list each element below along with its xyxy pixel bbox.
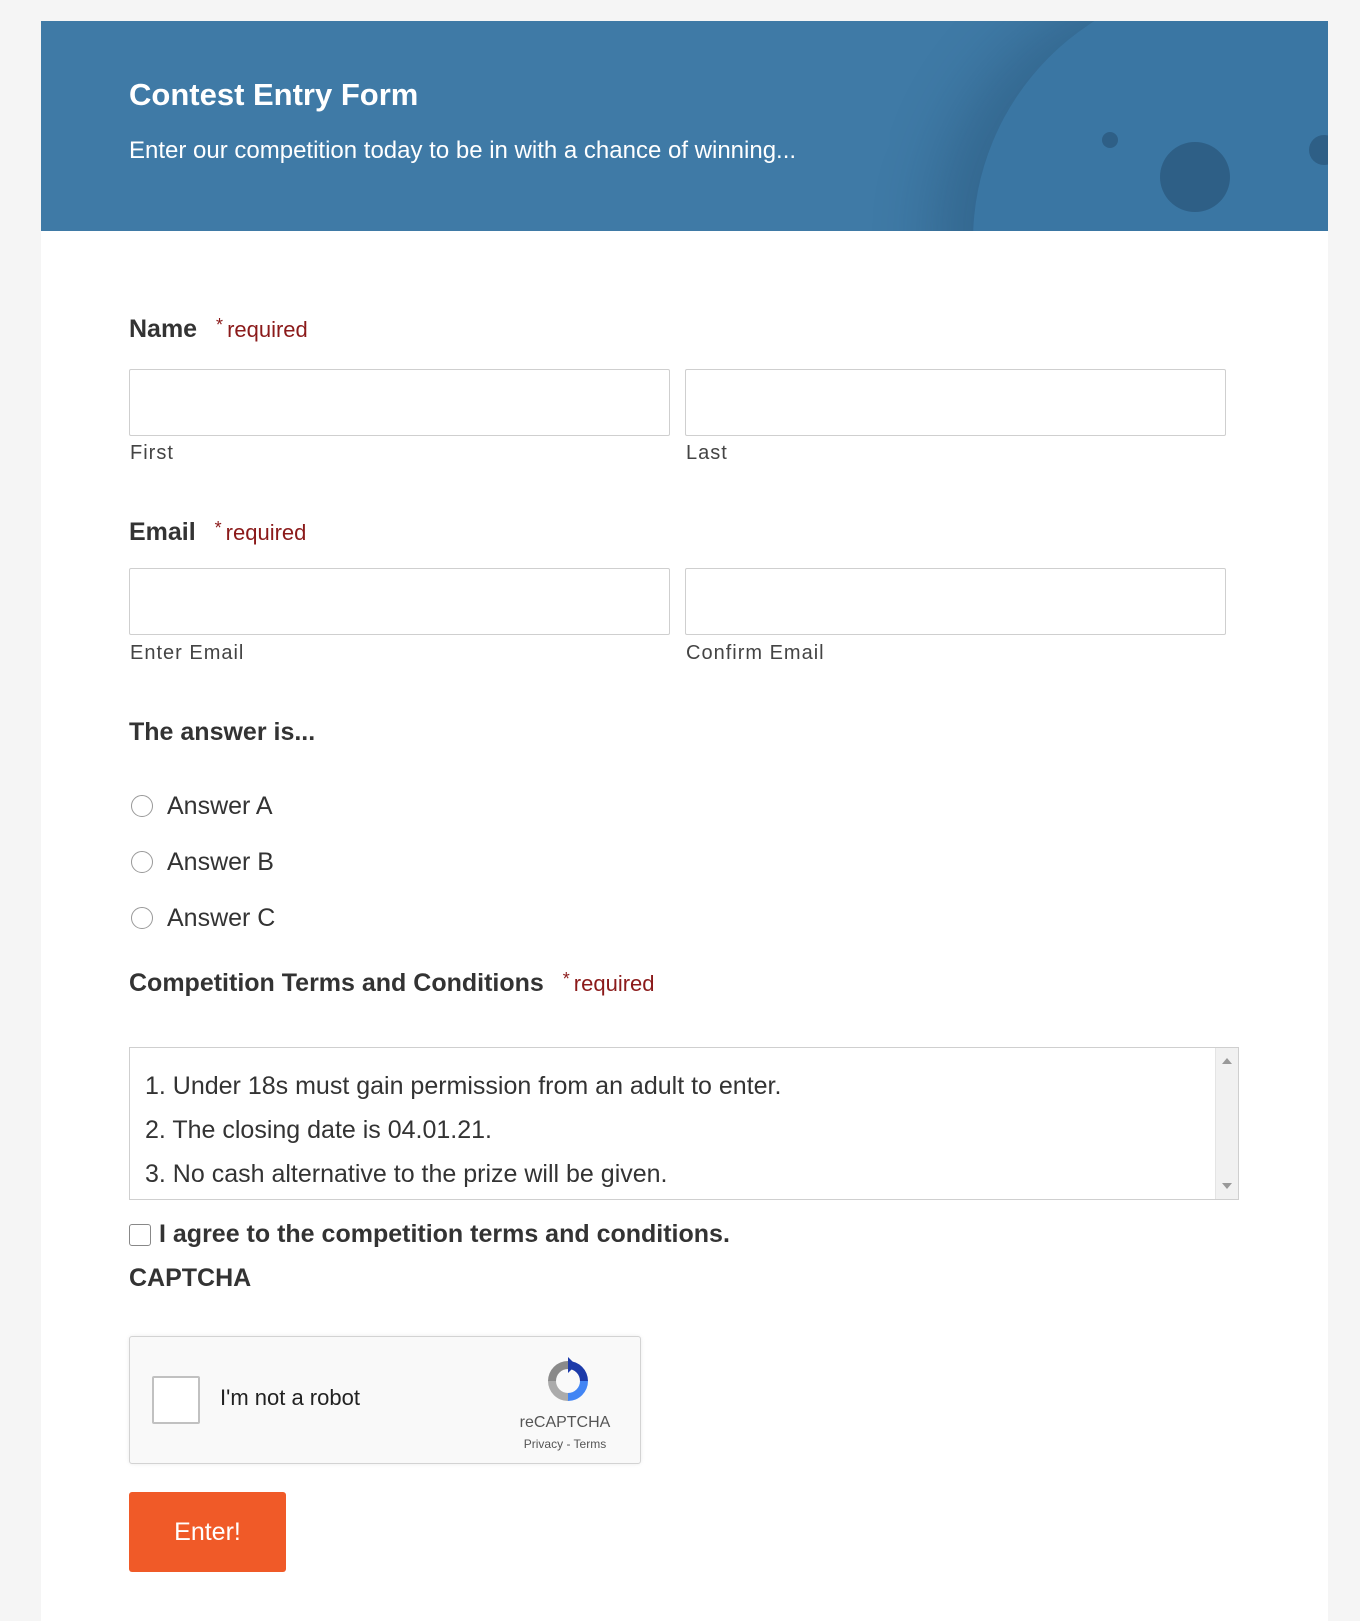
email-sublabel: Enter Email bbox=[130, 642, 245, 664]
form-subtitle: Enter our competition today to be in with a chance of winning... bbox=[129, 137, 797, 164]
scroll-down-arrow-icon[interactable] bbox=[1222, 1183, 1232, 1189]
terms-line: 3. No cash alternative to the prize will be given. bbox=[145, 1160, 668, 1188]
answer-option-b[interactable] bbox=[131, 847, 274, 877]
terms-label: Competition Terms and Conditions bbox=[129, 969, 544, 997]
name-label: Name bbox=[129, 315, 198, 343]
form-card bbox=[41, 21, 1328, 1621]
answer-option-label: Answer B bbox=[167, 847, 274, 876]
agree-terms-checkbox[interactable] bbox=[129, 1224, 151, 1246]
recaptcha-label: I'm not a robot bbox=[220, 1385, 360, 1410]
submit-button[interactable]: Enter! bbox=[129, 1492, 286, 1572]
terms-textbox[interactable] bbox=[129, 1047, 1239, 1200]
last-name-input[interactable] bbox=[685, 369, 1226, 436]
radio-button[interactable] bbox=[131, 795, 153, 817]
recaptcha-logo-icon bbox=[542, 1355, 594, 1407]
required-indicator: * required bbox=[214, 518, 307, 545]
answer-label: The answer is... bbox=[129, 718, 316, 746]
banner-decoration-dot bbox=[1160, 142, 1230, 212]
confirm-email-input[interactable] bbox=[685, 568, 1226, 635]
banner-decoration-circle bbox=[973, 21, 1328, 231]
recaptcha-widget bbox=[129, 1336, 641, 1464]
recaptcha-checkbox[interactable] bbox=[152, 1376, 200, 1424]
agree-terms-label: I agree to the competition terms and conditions. bbox=[159, 1220, 730, 1248]
terms-text bbox=[145, 1064, 781, 1196]
terms-label-row bbox=[129, 969, 655, 998]
radio-button[interactable] bbox=[131, 851, 153, 873]
confirm-email-sublabel: Confirm Email bbox=[686, 642, 825, 664]
form-title: Contest Entry Form bbox=[129, 77, 419, 112]
header-banner bbox=[41, 21, 1328, 231]
banner-decoration-dot bbox=[1102, 132, 1118, 148]
first-name-input[interactable] bbox=[129, 369, 670, 436]
agree-terms-row[interactable] bbox=[129, 1220, 730, 1249]
answer-option-c[interactable] bbox=[131, 903, 275, 933]
answer-option-label: Answer C bbox=[167, 903, 276, 932]
terms-line: 1. Under 18s must gain permission from an adult to enter. bbox=[145, 1072, 782, 1100]
terms-scrollbar[interactable] bbox=[1215, 1048, 1238, 1199]
captcha-label: CAPTCHA bbox=[129, 1264, 252, 1292]
recaptcha-brand: reCAPTCHA bbox=[519, 1414, 611, 1431]
radio-button[interactable] bbox=[131, 907, 153, 929]
first-name-sublabel: First bbox=[130, 442, 174, 464]
answer-option-a[interactable] bbox=[131, 791, 273, 821]
email-label: Email bbox=[129, 518, 196, 546]
required-indicator: * required bbox=[562, 969, 655, 996]
recaptcha-links[interactable]: Privacy - Terms bbox=[523, 1437, 607, 1451]
email-input[interactable] bbox=[129, 568, 670, 635]
email-label-row bbox=[129, 518, 306, 547]
terms-line: 2. The closing date is 04.01.21. bbox=[145, 1116, 492, 1144]
name-label-row bbox=[129, 315, 308, 344]
required-indicator: * required bbox=[216, 315, 308, 342]
scroll-up-arrow-icon[interactable] bbox=[1222, 1058, 1232, 1064]
last-name-sublabel: Last bbox=[686, 442, 728, 464]
answer-option-label: Answer A bbox=[167, 791, 273, 820]
